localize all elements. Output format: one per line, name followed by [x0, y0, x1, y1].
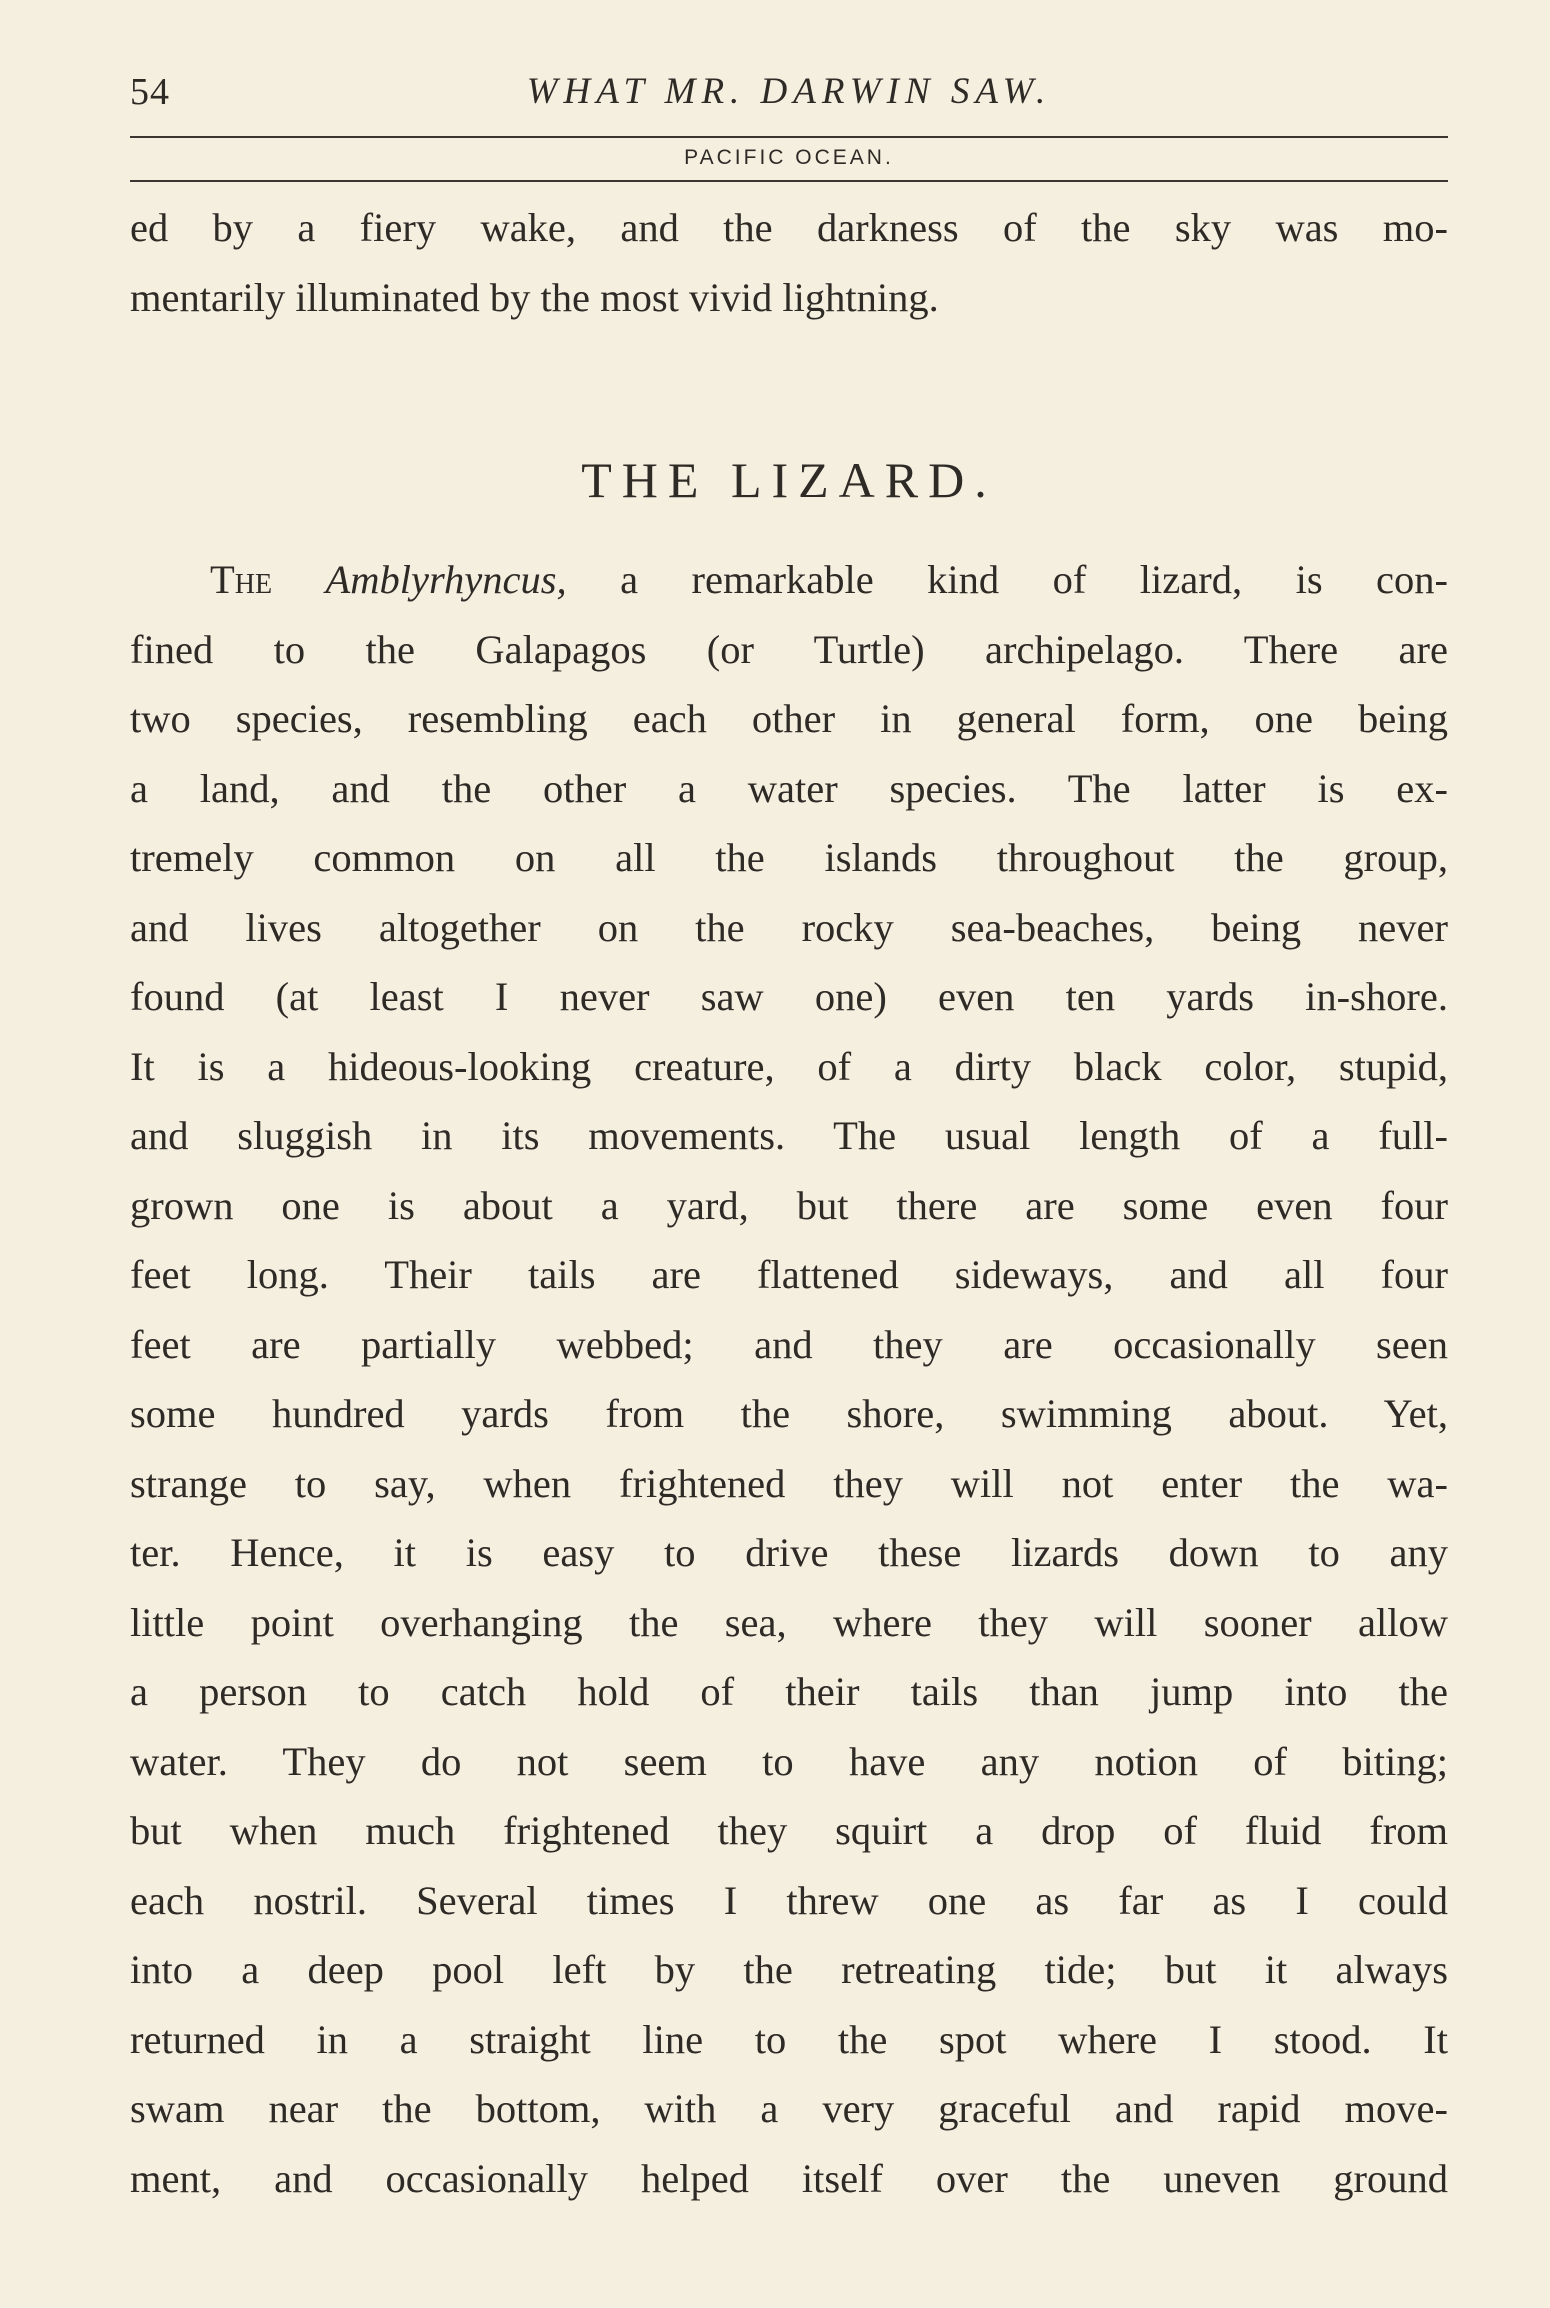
- text-line: returned in a straight line to the spot where I stood. It: [130, 2016, 1448, 2062]
- text-line: and lives altogether on the rocky sea-beaches, being never: [130, 904, 1448, 950]
- text-line: swam near the bottom, with a very graceful and rapid move-: [130, 2086, 1448, 2131]
- text-line: a person to catch hold of their tails than jump into the: [130, 1669, 1448, 1714]
- first-line-rest: a remarkable kind of lizard, is con-: [566, 557, 1449, 602]
- carryover-text: [130, 193, 1448, 332]
- text-line: found (at least I never saw one) even ten yards in-shore.: [130, 974, 1448, 1019]
- text-line: grown one is about a yard, but there are some even four: [130, 1182, 1448, 1228]
- text-line: two species, resembling each other in general form, one being: [130, 696, 1448, 741]
- text-line: ment, and occasionally helped itself over the uneven ground: [130, 2155, 1448, 2201]
- text-line: water. They do not seem to have any notion of biting;: [130, 1738, 1448, 1784]
- chapter-title: THE LIZARD.: [581, 452, 997, 508]
- page-number: 54: [130, 71, 170, 113]
- text-line: each nostril. Several times I threw one as far as I could: [130, 1877, 1448, 1923]
- text-line: little point overhanging the sea, where they will sooner allow: [130, 1599, 1448, 1645]
- header-rule-bottom: [130, 180, 1448, 182]
- section-label: PACIFIC OCEAN.: [684, 146, 894, 169]
- text-line: some hundred yards from the shore, swimming about. Yet,: [130, 1391, 1448, 1436]
- text-line: a land, and the other a water species. The latter is ex-: [130, 765, 1448, 811]
- text-line: fined to the Galapagos (or Turtle) archipelago. There are: [130, 626, 1448, 672]
- text-line: mentarily illuminated by the most vivid lightning.: [130, 274, 939, 320]
- text-line: feet long. Their tails are flattened sideways, and all four: [130, 1252, 1448, 1297]
- text-line: feet are partially webbed; and they are occasionally seen: [130, 1321, 1448, 1367]
- text-line: strange to say, when frightened they will not enter the wa-: [130, 1460, 1448, 1506]
- lead-word: The: [210, 557, 273, 602]
- text-line: It is a hideous-looking creature, of a dirty black color, stupid,: [130, 1043, 1448, 1089]
- page-header: [130, 62, 1448, 122]
- main-paragraph: [130, 545, 1448, 2213]
- running-title: WHAT MR. DARWIN SAW.: [526, 71, 1052, 112]
- text-line: into a deep pool left by the retreating tide; but it always: [130, 1947, 1448, 1992]
- species-name: Amblyrhyncus,: [325, 557, 567, 602]
- text-line: [130, 545, 1448, 615]
- text-line: tremely common on all the islands throughout the group,: [130, 835, 1448, 880]
- text-line: and sluggish in its movements. The usual length of a full-: [130, 1113, 1448, 1158]
- text-line: ed by a fiery wake, and the darkness of the sky was mo-: [130, 205, 1448, 250]
- text-line: ter. Hence, it is easy to drive these lizards down to any: [130, 1530, 1448, 1575]
- text-line: but when much frightened they squirt a drop of fluid from: [130, 1808, 1448, 1853]
